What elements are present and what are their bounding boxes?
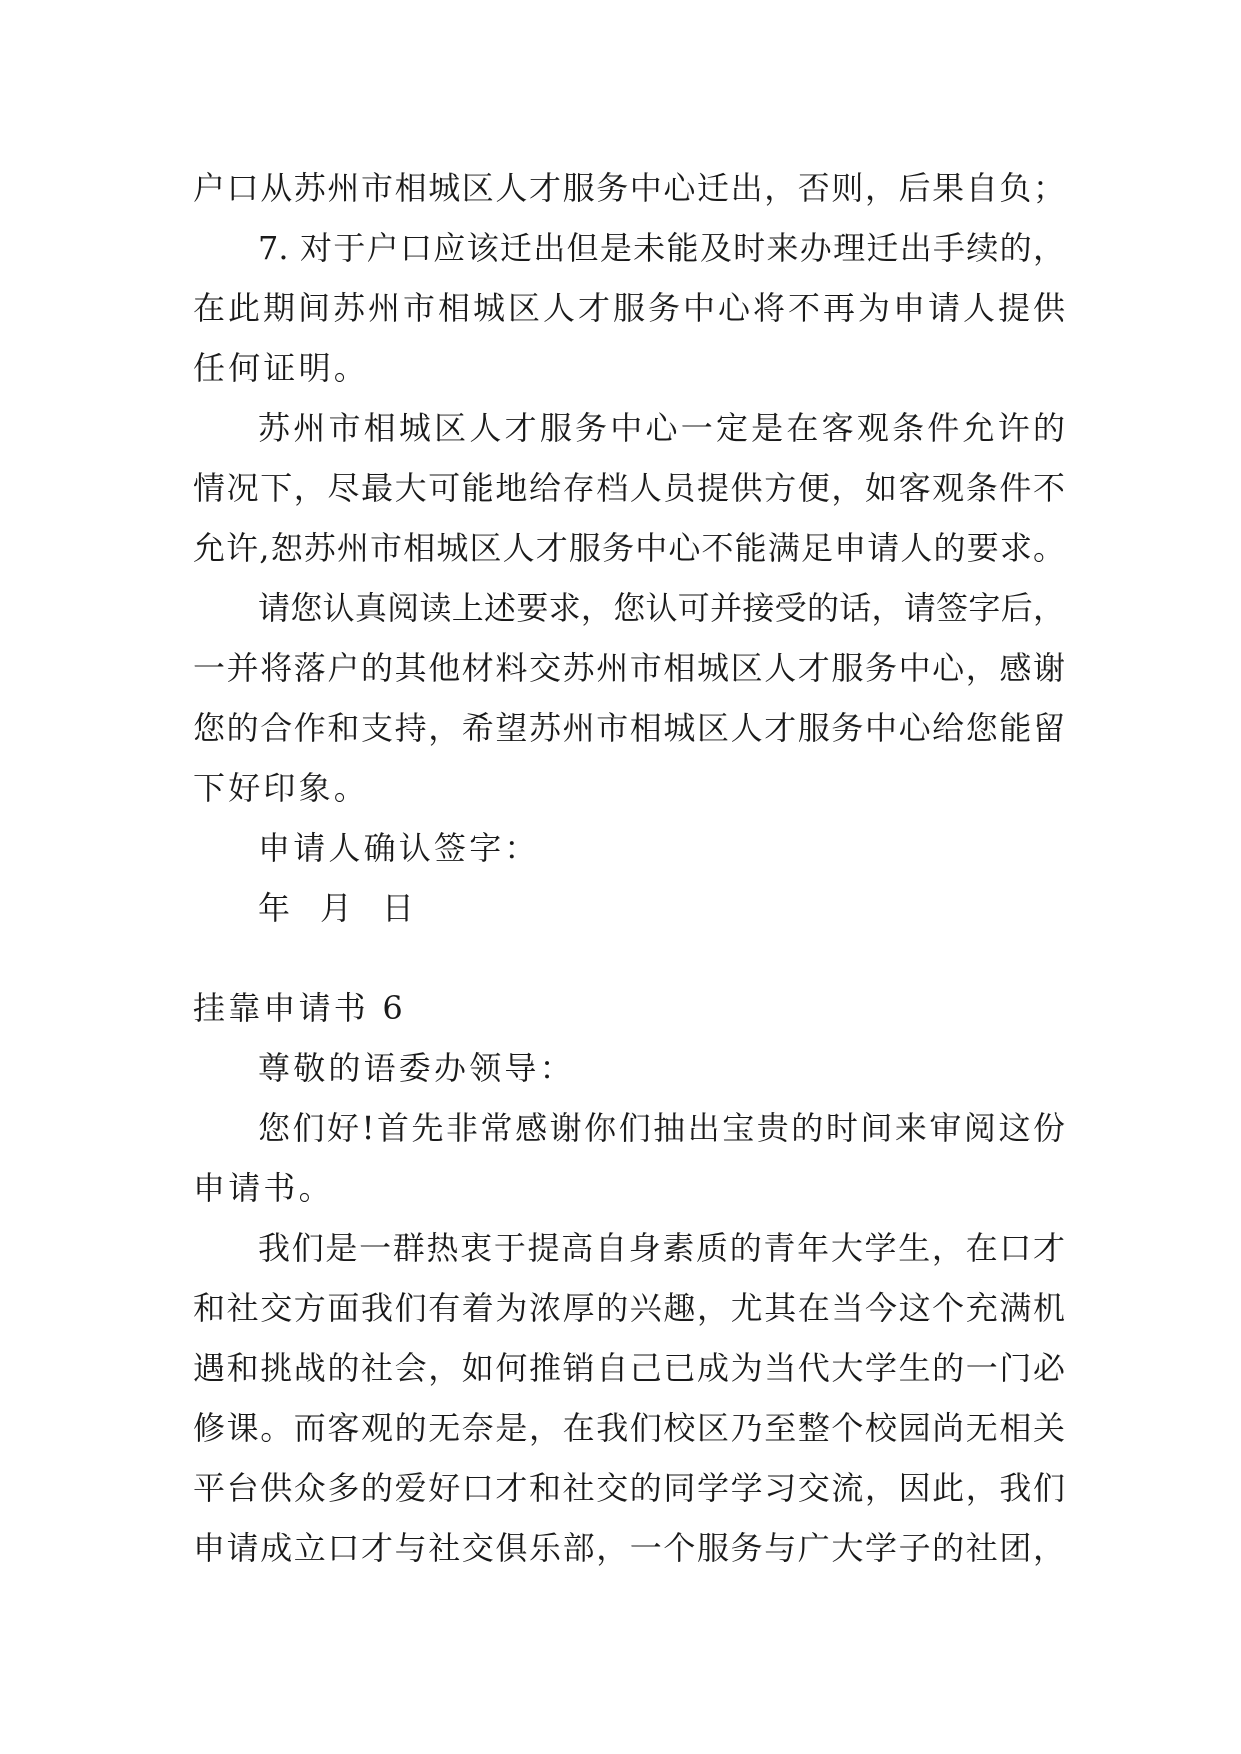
text-line: 任何证明。 [193, 349, 370, 387]
text-line: 情况下，尽最大可能地给存档人员提供方便，如客观条件不 [193, 469, 1065, 507]
date-line: 年 月 日 [258, 889, 418, 927]
text-line: 您们好!首先非常感谢你们抽出宝贵的时间来审阅这份 [258, 1109, 1065, 1147]
text-line: 平台供众多的爱好口才和社交的同学学习交流，因此，我们 [193, 1469, 1065, 1507]
text-line: 申请成立口才与社交俱乐部，一个服务与广大学子的社团， [193, 1529, 1065, 1567]
text-line: 苏州市相城区人才服务中心一定是在客观条件允许的 [258, 409, 1065, 447]
section-title: 挂靠申请书 6 [193, 989, 406, 1027]
signature-label: 申请人确认签字： [258, 829, 540, 867]
text-line: 我们是一群热衷于提高自身素质的青年大学生，在口才 [258, 1229, 1065, 1267]
text-line: 您的合作和支持，希望苏州市相城区人才服务中心给您能留 [193, 709, 1065, 747]
text-line: 允许,恕苏州市相城区人才服务中心不能满足申请人的要求。 [193, 529, 1065, 567]
text-line: 下好印象。 [193, 769, 370, 807]
text-line: 7. 对于户口应该迁出但是未能及时来办理迁出手续的， [258, 229, 1065, 267]
text-line: 遇和挑战的社会，如何推销自己已成为当代大学生的一门必 [193, 1349, 1065, 1387]
text-line: 请您认真阅读上述要求，您认可并接受的话，请签字后， [258, 589, 1065, 627]
text-line: 和社交方面我们有着为浓厚的兴趣，尤其在当今这个充满机 [193, 1289, 1065, 1327]
text-line: 修课。而客观的无奈是，在我们校区乃至整个校园尚无相关 [193, 1409, 1065, 1447]
text-line: 申请书。 [193, 1169, 334, 1207]
text-line: 在此期间苏州市相城区人才服务中心将不再为申请人提供 [193, 289, 1065, 327]
text-line: 一并将落户的其他材料交苏州市相城区人才服务中心，感谢 [193, 649, 1065, 687]
text-line: 户口从苏州市相城区人才服务中心迁出，否则，后果自负； [193, 169, 1065, 207]
salutation: 尊敬的语委办领导： [258, 1049, 575, 1087]
